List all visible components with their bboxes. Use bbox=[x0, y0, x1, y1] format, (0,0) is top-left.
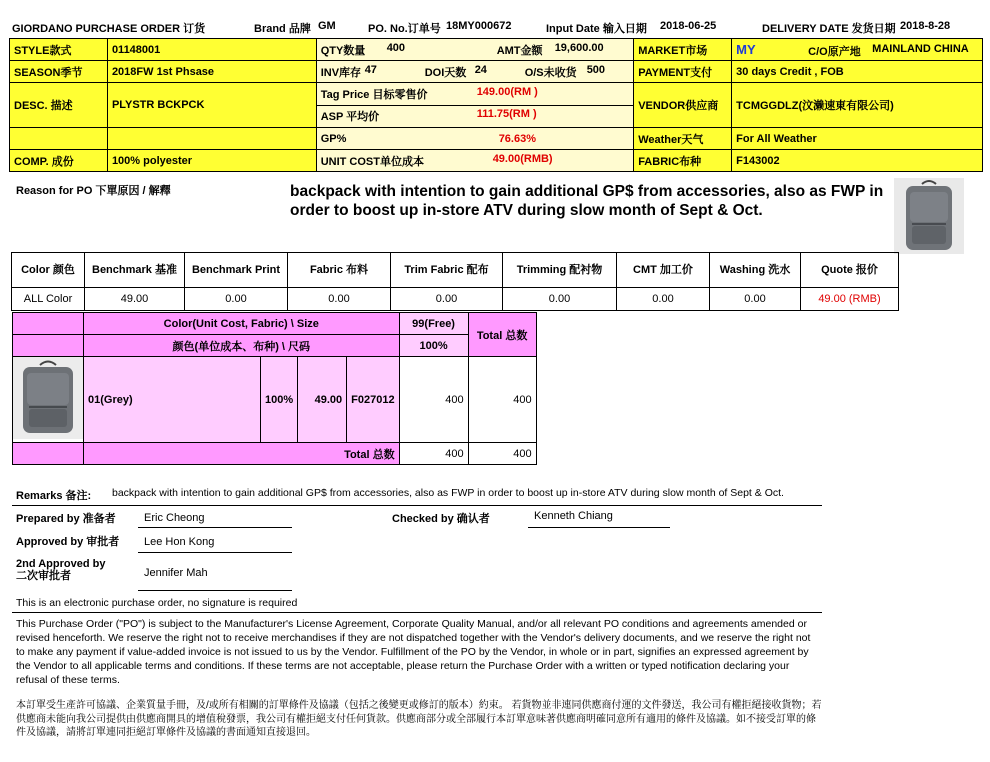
vendor-value: TCMGGDLZ(汶濑速東有限公司) bbox=[732, 83, 983, 128]
delivery-date-value: 2018-8-28 bbox=[900, 20, 951, 32]
row-fabric: F027012 bbox=[347, 357, 399, 443]
cost-header-cell: Benchmark 基准 bbox=[85, 253, 185, 288]
footer-qty: 400 bbox=[399, 443, 468, 465]
unit-cost-label: UNIT COST单位成本 bbox=[320, 155, 424, 168]
input-date-value: 2018-06-25 bbox=[660, 20, 717, 32]
fabric-value: F143002 bbox=[732, 150, 983, 172]
brand-value: GM bbox=[318, 20, 336, 32]
fabric-label: FABRIC布种 bbox=[634, 150, 732, 172]
payment-label: PAYMENT支付 bbox=[634, 61, 732, 83]
size-header-cn: 颜色(单位成本、布种) \ 尺码 bbox=[84, 335, 400, 357]
electronic-notice: This is an electronic purchase order, no signature is required bbox=[16, 597, 298, 609]
remarks-divider bbox=[12, 505, 822, 506]
desc-label: DESC. 描述 bbox=[10, 83, 108, 128]
doi-label: DOI天数 bbox=[424, 66, 467, 79]
cost-header-cell: Benchmark Print bbox=[185, 253, 288, 288]
cost-header-cell: Trim Fabric 配布 bbox=[391, 253, 503, 288]
footer-total: 400 bbox=[468, 443, 536, 465]
cost-value-cell: 0.00 bbox=[617, 288, 710, 311]
cost-header-cell: CMT 加工价 bbox=[617, 253, 710, 288]
vendor-label: VENDOR供应商 bbox=[634, 83, 732, 128]
delivery-date-label: DELIVERY DATE 发货日期 bbox=[762, 23, 896, 35]
po-info-table bbox=[9, 38, 983, 172]
size-color-table bbox=[12, 312, 537, 465]
cost-value-cell: 0.00 bbox=[710, 288, 801, 311]
cost-value-cell: 0.00 bbox=[391, 288, 503, 311]
style-label: STYLE款式 bbox=[10, 39, 108, 61]
po-number-label: PO. No.订单号 bbox=[368, 23, 441, 35]
comp-label: COMP. 成份 bbox=[10, 150, 108, 172]
row-qty: 400 bbox=[399, 357, 468, 443]
po-title: GIORDANO PURCHASE ORDER 订货 bbox=[12, 23, 206, 35]
os-value: 500 bbox=[586, 63, 606, 76]
cost-value-cell: 49.00 bbox=[85, 288, 185, 311]
row-total: 400 bbox=[468, 357, 536, 443]
row-pct: 100% bbox=[261, 357, 298, 443]
second-approved-label: 2nd Approved by 二次审批者 bbox=[16, 558, 106, 582]
prepared-label: Prepared by 准备者 bbox=[16, 513, 116, 525]
market-value: MY bbox=[736, 42, 756, 57]
footer-total-label: Total 总数 bbox=[84, 443, 400, 465]
size-header-en: Color(Unit Cost, Fabric) \ Size bbox=[84, 313, 400, 335]
gp-label: GP% bbox=[320, 132, 347, 145]
asp-value: 111.75(RM ) bbox=[476, 108, 537, 121]
terms-english: This Purchase Order ("PO") is subject to the Manufacturer's License Agreement, Corporate Quality Manual, and/or all relevant PO conditions and agreements amended or revised henceforth. We reserve the right not to receive merchandises if they are not dispatched together with the Vendor's delivery documents, and we reserve the right not to make any payment if value-added invoice is not issued to us by the Vendor. Fulfillment of the PO by the Vendor, in whole or in part, signifies an expressed agreement by the Vendor to all applicable terms and conditions. If these terms are not acceptable, please return the Purchase Order with a written or typed notification declaring your refusal of these terms. bbox=[16, 618, 811, 686]
size-pct: 100% bbox=[399, 335, 468, 357]
terms-divider bbox=[12, 612, 822, 613]
cost-value-cell: 0.00 bbox=[288, 288, 391, 311]
unit-cost-value: 49.00(RMB) bbox=[492, 152, 553, 165]
qty-cell bbox=[316, 39, 634, 61]
terms-chinese: 本訂單受生產許可協議、企業質量手冊，及/或所有相關的訂單條件及協議（包括之後變更或修訂的版本）約束。 若貨物並非連同供應商付運的文件發送，我公司有權拒絕接收貨物；若供應商未能向我公司提供由供應商開具的增值稅發票，我公司有權拒絕支付任何貨款。供應商部分或全部履行本訂單意味著供應商明確同意所有適用的條件及協議。如不接受訂單的條件及協議，請將訂單連同拒絕訂單條件及協議的書面通知直接退回。 bbox=[16, 700, 822, 738]
checked-label: Checked by 确认者 bbox=[392, 513, 490, 525]
remarks-label: Remarks 备注: bbox=[16, 490, 92, 502]
po-header bbox=[12, 20, 982, 36]
size-label: 99(Free) bbox=[399, 313, 468, 335]
cost-header-row bbox=[12, 253, 899, 288]
asp-cell bbox=[316, 105, 634, 128]
asp-label: ASP 平均价 bbox=[320, 111, 380, 124]
cost-value-cell: ALL Color bbox=[12, 288, 85, 311]
tag-price-label: Tag Price 目标零售价 bbox=[320, 88, 428, 101]
cost-value-row bbox=[12, 288, 899, 311]
tag-price-value: 149.00(RM ) bbox=[476, 85, 538, 98]
os-label: O/S未收货 bbox=[524, 66, 577, 79]
amt-value: 19,600.00 bbox=[554, 41, 604, 54]
amt-label: AMT金额 bbox=[496, 44, 543, 57]
payment-value: 30 days Credit , FOB bbox=[732, 61, 983, 83]
market-cell bbox=[732, 39, 983, 61]
cost-header-cell: Washing 洗水 bbox=[710, 253, 801, 288]
origin-label: C/O原产地 bbox=[808, 46, 861, 58]
backpack-thumbnail bbox=[13, 357, 84, 443]
qty-value: 400 bbox=[386, 41, 406, 54]
brand-label: Brand 品牌 bbox=[254, 23, 311, 35]
approved-label: Approved by 审批者 bbox=[16, 536, 120, 548]
backpack-photo bbox=[894, 178, 964, 254]
weather-label: Weather天气 bbox=[634, 128, 732, 150]
total-header: Total 总数 bbox=[468, 313, 536, 357]
doi-value: 24 bbox=[474, 63, 487, 76]
comp-value: 100% polyester bbox=[107, 150, 316, 172]
qty-label: QTY数量 bbox=[320, 44, 366, 57]
input-date-label: Input Date 输入日期 bbox=[546, 23, 647, 35]
reason-label: Reason for PO 下單原因 / 解釋 bbox=[16, 185, 171, 197]
market-label: MARKET市场 bbox=[634, 39, 732, 61]
cost-header-cell: Quote 报价 bbox=[801, 253, 899, 288]
checked-value: Kenneth Chiang bbox=[534, 510, 613, 522]
weather-value: For All Weather bbox=[732, 128, 983, 150]
inv-cell bbox=[316, 61, 634, 83]
cost-value-cell: 0.00 bbox=[503, 288, 617, 311]
second-approved-value: Jennifer Mah bbox=[144, 567, 208, 579]
cost-value-cell: 49.00 (RMB) bbox=[801, 288, 899, 311]
origin-value: MAINLAND CHINA bbox=[872, 43, 969, 55]
tag-price-cell bbox=[316, 83, 634, 106]
style-value: 01148001 bbox=[107, 39, 316, 61]
approved-value: Lee Hon Kong bbox=[144, 536, 215, 548]
prepared-value: Eric Cheong bbox=[144, 512, 205, 524]
cost-value-cell: 0.00 bbox=[185, 288, 288, 311]
row-cost: 49.00 bbox=[298, 357, 347, 443]
cost-header-cell: Fabric 布料 bbox=[288, 253, 391, 288]
cost-breakdown-table bbox=[11, 252, 899, 311]
row-color: 01(Grey) bbox=[84, 357, 261, 443]
gp-value: 76.63% bbox=[498, 132, 536, 145]
unit-cost-cell bbox=[316, 150, 634, 172]
gp-cell bbox=[316, 128, 634, 150]
season-value: 2018FW 1st Phsase bbox=[107, 61, 316, 83]
cost-header-cell: Color 颜色 bbox=[12, 253, 85, 288]
desc-value: PLYSTR BCKPCK bbox=[107, 83, 316, 128]
remarks-text: backpack with intention to gain additional GP$ from accessories, also as FWP in order to boost up in-store ATV during slow month of Sept & Oct. bbox=[112, 487, 784, 499]
reason-text: backpack with intention to gain additional GP$ from accessories, also as FWP in order to boost up in-store ATV during slow month of Sept & Oct. bbox=[290, 183, 884, 219]
inv-value: 47 bbox=[364, 63, 377, 76]
cost-header-cell: Trimming 配衬物 bbox=[503, 253, 617, 288]
season-label: SEASON季节 bbox=[10, 61, 108, 83]
po-number-value: 18MY000672 bbox=[446, 20, 512, 32]
inv-label: INV库存 bbox=[320, 66, 362, 79]
